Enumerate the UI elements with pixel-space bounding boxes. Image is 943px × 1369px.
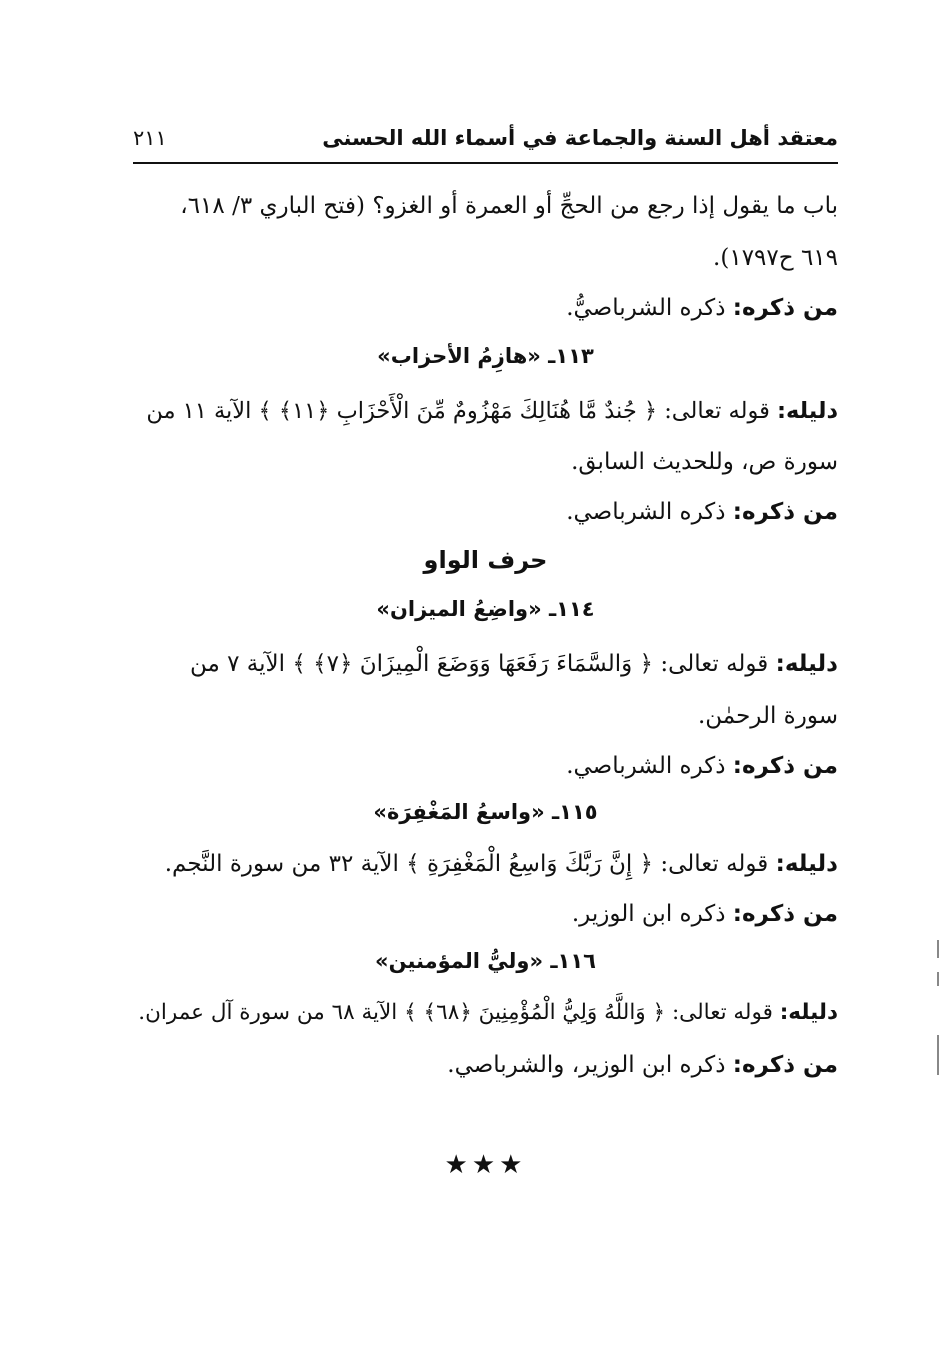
entry-116-evidence-line-1 <box>133 997 838 1029</box>
page-number: ٢١١ <box>133 126 167 150</box>
entry-heading-116: ١١٦ـ «وليُّ المؤمنين» <box>375 949 596 973</box>
page-header <box>133 118 838 164</box>
evidence-text: قوله تعالى: ﴿ إِنَّ رَبَّكَ وَاسِعُ الْمَغْفِرَةِ ﴾ الآية ٣٢ من سورة النَّجم. <box>164 851 769 877</box>
evidence-label: دليله: <box>775 851 838 877</box>
mentioned-text: ذكره ابن الوزير. <box>571 901 726 927</box>
scan-mark <box>937 972 939 986</box>
intro-line-1: باب ما يقول إذا رجع من الحجِّ أو العمرة أو الغزو؟ (فتح الباري ٣/ ٦١٨، <box>180 193 838 219</box>
entry-114-mentioned-line <box>133 750 838 782</box>
intro-mentioned-line <box>133 292 838 324</box>
intro-line-2: ٦١٩ ح١٧٩٧). <box>713 245 838 271</box>
evidence-label: دليله: <box>779 1000 838 1025</box>
evidence-text: قوله تعالى: ﴿ جُندٌ مَّا هُنَالِكَ مَهْزُومٌ مِّنَ الْأَحْزَابِ ﴿١١﴾ ﴾ الآية ١١ من <box>146 398 770 424</box>
closing-stars: ★★★ <box>444 1150 527 1180</box>
entry-115-evidence-line-1 <box>133 848 838 880</box>
entry-116-mentioned-line <box>133 1049 838 1081</box>
entry-113-mentioned-line <box>133 496 838 528</box>
mentioned-label: من ذكره: <box>732 499 838 525</box>
scan-mark <box>937 1035 939 1075</box>
evidence-text: قوله تعالى: ﴿ وَاللَّهُ وَلِيُّ الْمُؤْمِنِينَ ﴿٦٨﴾ ﴾ الآية ٦٨ من سورة آل عمران. <box>138 1000 773 1025</box>
mentioned-text: ذكره الشرباصي. <box>566 499 726 525</box>
mentioned-text: ذكره الشرباصي. <box>566 753 726 779</box>
mentioned-label: من ذكره: <box>732 295 838 321</box>
mentioned-text: ذكره ابن الوزير، والشرباصي. <box>447 1052 726 1078</box>
entry-heading-113: ١١٣ـ «هازِمُ الأحزاب» <box>377 344 594 368</box>
mentioned-label: من ذكره: <box>732 753 838 779</box>
running-title: معتقد أهل السنة والجماعة في أسماء الله الحسنى <box>322 126 838 150</box>
entry-heading-114: ١١٤ـ «واضِعُ الميزان» <box>376 597 595 621</box>
entry-114-evidence-line-2: سورة الرحمٰن. <box>697 703 838 729</box>
entry-113-evidence-line-2: سورة ص، وللحديث السابق. <box>571 449 838 475</box>
entry-114-evidence-line-1 <box>133 648 838 680</box>
mentioned-label: من ذكره: <box>732 901 838 927</box>
entry-115-mentioned-line <box>133 898 838 930</box>
section-title: حرف الواو <box>423 546 548 574</box>
evidence-label: دليله: <box>776 398 838 424</box>
entry-heading-115: ١١٥ـ «واسعُ المَغْفِرَة» <box>373 800 598 824</box>
entry-113-evidence-line-1 <box>133 395 838 427</box>
mentioned-text: ذكره الشرباصيُّ. <box>566 295 726 321</box>
scan-mark <box>937 940 939 958</box>
evidence-label: دليله: <box>775 651 838 677</box>
evidence-text: قوله تعالى: ﴿ وَالسَّمَاءَ رَفَعَهَا وَوَضَعَ الْمِيزَانَ ﴿٧﴾ ﴾ الآية ٧ من <box>189 651 769 677</box>
mentioned-label: من ذكره: <box>732 1052 838 1078</box>
